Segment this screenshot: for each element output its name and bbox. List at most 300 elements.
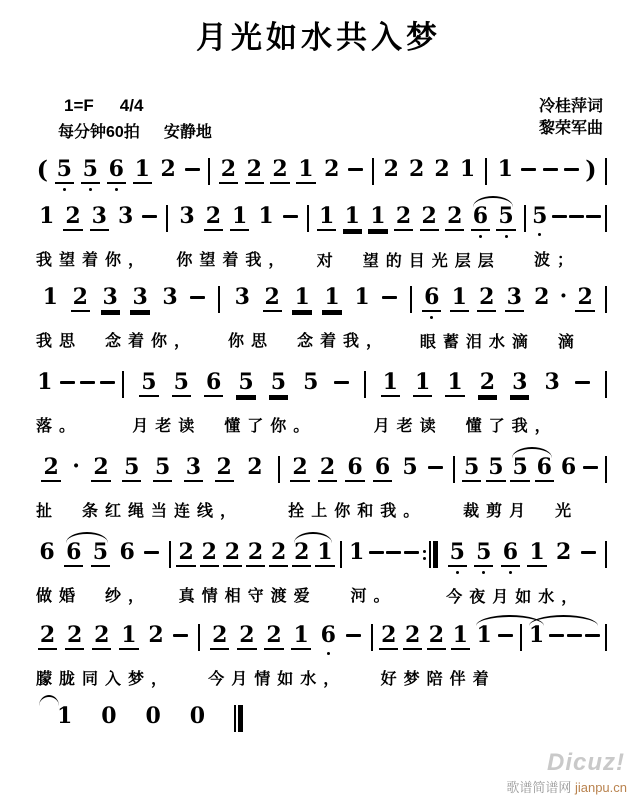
- note: [462, 456, 481, 482]
- barline: [410, 286, 412, 313]
- note: [55, 705, 74, 729]
- note: [317, 205, 336, 231]
- dash-note: [190, 296, 205, 299]
- lyric-row: 波；: [534, 252, 581, 269]
- note-digit: 1: [382, 369, 398, 395]
- note-digit: 3: [91, 203, 107, 229]
- note: [92, 624, 111, 650]
- note: [99, 705, 118, 729]
- notes-row: [414, 283, 603, 319]
- note: [559, 456, 578, 480]
- note-digit: 2: [447, 203, 463, 229]
- barline: [169, 541, 171, 568]
- note-digit: 2: [324, 156, 340, 182]
- barline: [278, 456, 280, 483]
- note: [505, 286, 524, 312]
- measure: [30, 371, 120, 436]
- note-digit: 1: [459, 156, 476, 182]
- score-line-3: [30, 283, 609, 352]
- note: [535, 456, 554, 482]
- note-digit: 5: [56, 156, 72, 182]
- dash-note: [581, 551, 596, 554]
- notes-line: [30, 205, 609, 271]
- note: [413, 371, 432, 397]
- note-digit: 6: [119, 539, 135, 565]
- note-digit: 2: [409, 156, 425, 182]
- note: [451, 624, 470, 650]
- note-digit: 6: [108, 156, 124, 182]
- note: [63, 205, 82, 231]
- note: [532, 286, 551, 310]
- notes-row: [30, 453, 276, 488]
- note: [37, 205, 56, 229]
- note: [322, 158, 341, 182]
- lyric-row: 朦胧同入梦，: [36, 671, 175, 688]
- note-digit: 0: [145, 703, 161, 729]
- barline: [371, 624, 373, 651]
- lyric-row: [524, 666, 603, 684]
- octave-dot: [89, 188, 92, 191]
- note-digit: 6: [39, 539, 55, 565]
- note-digit: 2: [434, 156, 450, 182]
- notes-row: [524, 624, 603, 656]
- note-digit: 1: [529, 539, 545, 565]
- notes-line: [30, 624, 609, 689]
- lyric-row: 落。: [36, 418, 83, 435]
- credits: [539, 96, 603, 140]
- note: [450, 286, 469, 312]
- notes-row: [222, 286, 408, 318]
- note-digit: 1: [293, 622, 309, 648]
- notes-row: [344, 541, 421, 573]
- measure: [440, 541, 603, 607]
- note-digit: 3: [162, 284, 178, 310]
- note: [176, 541, 195, 567]
- dash-note: [142, 215, 157, 218]
- note: [38, 624, 57, 650]
- note: [256, 205, 275, 229]
- score-line-4: [30, 371, 609, 436]
- measure: [376, 158, 484, 190]
- barline: [372, 158, 374, 185]
- note: [474, 624, 493, 648]
- note-digit: 2: [247, 454, 263, 480]
- note-digit: 2: [148, 622, 164, 648]
- notes-row: [30, 705, 232, 737]
- note: [510, 371, 529, 397]
- note-digit: 6: [374, 454, 391, 480]
- note-digit: 2: [205, 203, 221, 229]
- measure: [368, 371, 603, 436]
- notes-row: [489, 155, 603, 190]
- dash-note: [173, 634, 188, 637]
- measure: [222, 286, 408, 351]
- paren: (: [36, 155, 49, 184]
- note-digit: 3: [132, 284, 148, 310]
- lyric-row: 河。: [350, 588, 397, 605]
- lyric-row: 好梦陪伴着: [380, 671, 496, 688]
- lyric-row: 裁剪月 光: [463, 503, 579, 520]
- notes-row: [30, 286, 216, 318]
- note-digit: 5: [303, 369, 319, 395]
- dash-note: [585, 634, 600, 637]
- note-digit: 2: [93, 454, 109, 480]
- note: [41, 456, 60, 482]
- measure: [311, 205, 522, 271]
- dash-note: [334, 381, 349, 384]
- slur-arc: [473, 196, 513, 207]
- note: [554, 541, 573, 565]
- measure: [457, 456, 603, 521]
- final-barline: [234, 705, 243, 732]
- barline: [605, 205, 607, 232]
- score-line-7: [30, 624, 609, 689]
- note-digit: 2: [201, 539, 217, 565]
- repeat-dots: [423, 550, 426, 560]
- notes-row: [202, 624, 368, 656]
- note: [177, 205, 196, 229]
- note-digit: 5: [512, 454, 528, 480]
- note: [445, 371, 464, 397]
- note: [301, 371, 320, 395]
- note: [343, 205, 362, 231]
- note: [530, 205, 549, 236]
- dash-note: [346, 634, 361, 637]
- note: [319, 624, 338, 655]
- note-digit: 1: [370, 203, 386, 229]
- note-digit: 1: [319, 203, 335, 229]
- dash-note: [583, 466, 598, 469]
- note: [223, 541, 242, 567]
- note-digit: 2: [404, 622, 421, 648]
- note-digit: 1: [56, 703, 73, 729]
- note-digit: 3: [118, 203, 134, 229]
- note-digit: 1: [121, 622, 137, 648]
- song-title: 月光如水共入梦: [196, 20, 441, 55]
- note-digit: 5: [402, 454, 418, 480]
- note: [264, 624, 283, 650]
- note-digit: 5: [449, 539, 465, 565]
- dash-note: [521, 168, 536, 171]
- note: [373, 456, 392, 482]
- note: [575, 286, 594, 312]
- notes-row: [126, 371, 361, 403]
- notes-row: [30, 624, 196, 656]
- measure: [30, 453, 276, 521]
- note-digit: 2: [271, 539, 287, 565]
- barline: [307, 205, 309, 232]
- watermark-site: [506, 777, 627, 796]
- note: [422, 286, 441, 319]
- note: [315, 541, 334, 567]
- note-digit: 5: [238, 369, 254, 395]
- note: [527, 624, 546, 648]
- lyric-row: 做婚 纱，: [36, 588, 152, 605]
- note: [133, 158, 152, 184]
- barline: [122, 371, 124, 398]
- note-digit: 2: [72, 284, 88, 310]
- note-digit: 5: [154, 454, 171, 480]
- barline: [605, 624, 607, 651]
- note-digit: 2: [272, 156, 288, 182]
- note-digit: 2: [43, 454, 59, 480]
- note: [37, 541, 56, 565]
- note: [139, 371, 158, 397]
- note: [379, 624, 398, 650]
- note-digit: 1: [317, 539, 333, 565]
- note-digit: 2: [421, 203, 437, 229]
- note: [153, 456, 172, 482]
- note: [296, 158, 315, 184]
- note: [236, 371, 255, 397]
- measure: [173, 541, 339, 606]
- note-digit: 1: [344, 203, 360, 229]
- note-digit: 1: [39, 203, 55, 229]
- measure: [30, 286, 216, 351]
- dash-note: [60, 381, 75, 384]
- note-digit: 2: [212, 622, 228, 648]
- dash-note: [549, 634, 564, 637]
- watermark-site-name: 歌谱简谱网: [506, 780, 572, 795]
- note: [65, 624, 84, 650]
- note: [486, 456, 505, 482]
- notes-row: [30, 205, 164, 237]
- measure: [375, 624, 518, 689]
- note-digit: 2: [266, 622, 282, 648]
- note-digit: 3: [512, 369, 528, 395]
- note-digit: 1: [298, 156, 314, 182]
- notes-row: [368, 371, 603, 403]
- note: [458, 158, 477, 182]
- dash-note: [100, 381, 115, 384]
- note: [368, 205, 387, 231]
- note: [427, 624, 446, 650]
- lyric-row: 扯 条红绳当连线，: [36, 503, 244, 520]
- tie-in-arc: [39, 695, 59, 706]
- note-digit: 2: [381, 622, 397, 648]
- note: [318, 456, 337, 482]
- note: [230, 205, 249, 231]
- notes-line: [30, 453, 609, 521]
- note: [233, 286, 252, 310]
- dash-note: [569, 215, 584, 218]
- note: [159, 158, 178, 182]
- lyric-row: 我思 念着你，: [36, 333, 198, 350]
- note: [35, 371, 54, 395]
- notes-row: [376, 158, 484, 190]
- barline: [485, 158, 487, 185]
- note-digit: 2: [577, 284, 593, 310]
- notes-row: [173, 541, 339, 573]
- note-digit: 1: [37, 369, 53, 395]
- note-digit: 3: [179, 203, 195, 229]
- note: [172, 371, 191, 397]
- measure: [489, 155, 603, 190]
- key-signature: 1=F: [64, 96, 94, 115]
- note: [119, 624, 138, 650]
- octave-dot: [63, 188, 66, 191]
- composer: 黎荣军曲: [538, 120, 603, 137]
- note-digit: 5: [124, 454, 140, 480]
- note: [91, 541, 110, 567]
- note-digit: 5: [476, 539, 492, 565]
- octave-dot: [479, 235, 482, 238]
- note-digit: 5: [488, 454, 504, 480]
- note-digit: 2: [292, 454, 308, 480]
- note-digit: 6: [347, 454, 363, 480]
- note: [496, 205, 515, 238]
- barline: [364, 371, 366, 398]
- barline: [340, 541, 342, 568]
- note: [71, 286, 90, 312]
- notes-line: [30, 541, 609, 607]
- note: [527, 541, 546, 567]
- octave-dot: [482, 571, 485, 574]
- measure: [524, 624, 603, 684]
- measure: [30, 541, 167, 606]
- measure: [212, 158, 369, 190]
- slur-arc: [512, 447, 552, 458]
- note: [407, 158, 426, 182]
- note: [81, 158, 100, 191]
- octave-dot: [456, 571, 459, 574]
- note: [496, 158, 515, 182]
- note: [146, 624, 165, 648]
- note-digit: 5: [498, 203, 514, 229]
- note-digit: 5: [532, 203, 548, 229]
- note-digit: 1: [415, 369, 431, 395]
- octave-dot: [327, 652, 330, 655]
- note: [474, 541, 493, 574]
- note: [322, 286, 341, 312]
- note-digit: 1: [451, 284, 467, 310]
- note: [64, 541, 83, 567]
- augmentation-dot: ·: [72, 453, 80, 479]
- lyric-row: 你思 念着我，: [227, 333, 389, 350]
- note: [118, 541, 137, 565]
- repeat-end-barline: [423, 541, 438, 568]
- note: [263, 286, 282, 312]
- note-digit: 2: [178, 539, 194, 565]
- note: [245, 158, 264, 184]
- lyric-row: 月老读 懂了你。: [132, 418, 317, 435]
- note: [477, 286, 496, 312]
- note: [345, 456, 364, 482]
- note-digit: 6: [66, 539, 82, 565]
- barline: [520, 624, 522, 651]
- notes-line: [30, 705, 245, 737]
- note: [382, 158, 401, 182]
- octave-dot: [509, 571, 512, 574]
- lyric-row: 对 望的目光层层: [316, 253, 501, 270]
- note-digit: 3: [544, 369, 560, 395]
- note: [90, 205, 109, 231]
- note-digit: 2: [556, 539, 572, 565]
- slur-arc: [529, 615, 598, 626]
- note-digit: 0: [101, 703, 117, 729]
- notes-line: [30, 371, 609, 436]
- notes-row: [212, 158, 369, 190]
- note: [188, 705, 207, 729]
- note: [445, 205, 464, 231]
- note-digit: 5: [92, 539, 109, 565]
- barline: [198, 624, 200, 651]
- note: [291, 624, 310, 650]
- tempo-row: [58, 119, 212, 142]
- barline: [524, 205, 526, 232]
- dash-note: [575, 381, 590, 384]
- note: [292, 541, 311, 567]
- measure: [30, 705, 232, 737]
- note: [107, 158, 126, 191]
- measure: [282, 456, 451, 521]
- measure: [126, 371, 361, 436]
- note-digit: 3: [185, 454, 202, 480]
- note-digit: 2: [160, 156, 176, 182]
- note: [237, 624, 256, 650]
- note-digit: 3: [234, 284, 250, 310]
- note-digit: 5: [82, 156, 98, 182]
- note-digit: 2: [319, 454, 336, 480]
- score-line-8: [30, 705, 245, 737]
- time-signature: 4/4: [119, 96, 144, 115]
- notes-row: [311, 205, 522, 238]
- note-digit: 3: [506, 284, 522, 310]
- note: [55, 158, 74, 191]
- score-line-1: [30, 155, 609, 191]
- note: [269, 541, 288, 567]
- paren: ): [585, 155, 597, 184]
- note: [246, 541, 265, 567]
- note-digit: 1: [134, 156, 150, 182]
- expression-marking: 安静地: [163, 124, 212, 141]
- note: [478, 371, 497, 397]
- note-digit: 2: [216, 454, 232, 480]
- note-digit: 5: [464, 454, 480, 480]
- note-digit: 1: [452, 622, 468, 648]
- notes-row: [30, 371, 120, 403]
- dash-note: [348, 168, 363, 171]
- dash-note: [404, 551, 419, 554]
- key-signature-row: [64, 96, 143, 116]
- dash-note: [369, 551, 384, 554]
- note: [352, 286, 371, 310]
- note: [200, 541, 219, 567]
- note-digit: 2: [383, 156, 399, 182]
- note-digit: 1: [232, 203, 248, 229]
- note-digit: 2: [479, 369, 496, 395]
- note: [219, 158, 238, 184]
- note: [432, 158, 451, 182]
- note: [215, 456, 234, 482]
- octave-dot: [430, 316, 433, 319]
- slur-arc: [294, 532, 332, 543]
- lyric-row: 今月情如水，: [208, 671, 347, 688]
- note-digit: 2: [479, 284, 495, 310]
- dash-note: [386, 551, 401, 554]
- barline: [605, 158, 607, 185]
- note: [210, 624, 229, 650]
- note: [448, 541, 467, 574]
- lyricist: 冷桂萍词: [538, 98, 603, 115]
- note: [400, 456, 419, 480]
- note: [290, 456, 309, 482]
- dash-note: [283, 215, 298, 218]
- note-digit: 5: [270, 369, 287, 395]
- note: [269, 371, 288, 397]
- octave-dot: [115, 188, 118, 191]
- note-digit: 1: [354, 284, 370, 310]
